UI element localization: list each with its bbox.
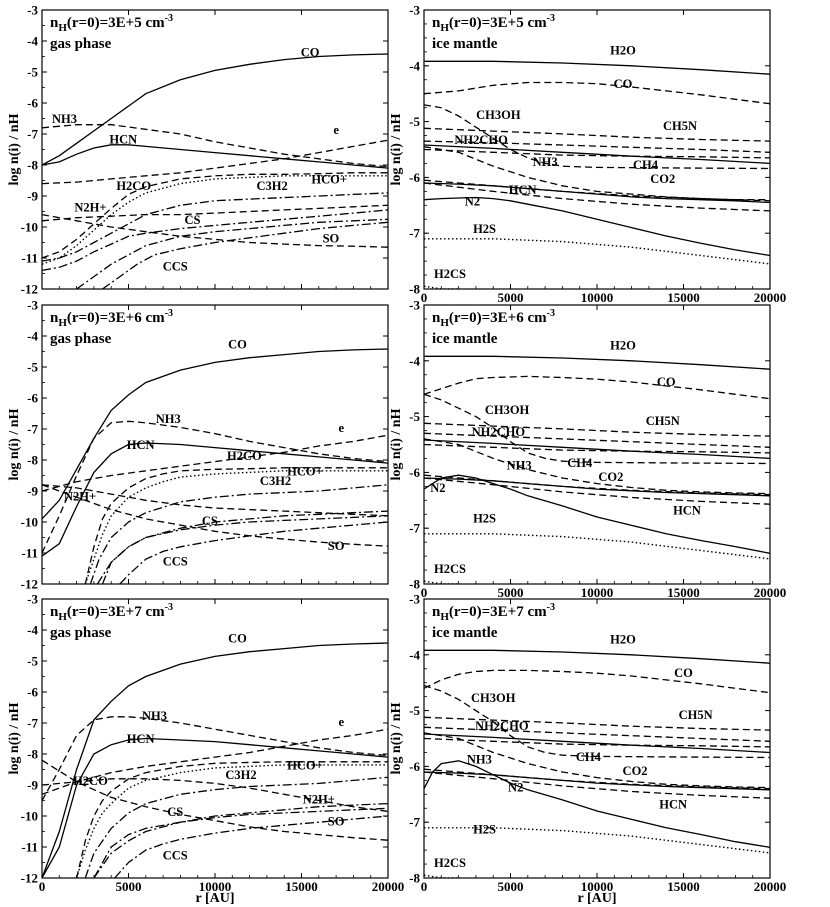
y-tick-label: -7 xyxy=(409,225,420,241)
series-label: H2CS xyxy=(433,855,466,870)
series-label: N2 xyxy=(464,194,481,209)
x-tick-label: 0 xyxy=(420,290,428,305)
y-tick-label: -5 xyxy=(409,703,420,719)
x-tick-label: 10000 xyxy=(580,585,614,600)
x-tick-label: 20000 xyxy=(753,879,787,894)
series-label: H2O xyxy=(610,632,636,647)
chart-panel-5 xyxy=(7,592,404,907)
y-tick-label: -10 xyxy=(20,808,38,824)
y-tick-label: -4 xyxy=(409,647,420,663)
panel-subtitle: gas phase xyxy=(50,36,112,52)
y-tick-label: -9 xyxy=(27,777,38,793)
y-tick-label: -3 xyxy=(409,297,420,313)
y-tick-label: -3 xyxy=(27,297,38,313)
y-tick-label: -6 xyxy=(409,169,420,185)
x-tick-label: 20000 xyxy=(753,290,787,305)
series-line-unlabeled-10 xyxy=(424,478,770,496)
panel-subtitle: ice mantle xyxy=(432,625,498,641)
y-tick-label: -11 xyxy=(21,545,38,561)
series-label: H2O xyxy=(610,338,636,353)
series-label: NH2CHO xyxy=(454,132,508,147)
y-axis-label: log n(i) / nH xyxy=(7,702,22,775)
series-label: N2H+ xyxy=(302,792,335,807)
series-line-co xyxy=(424,376,770,398)
x-axis-label: r [AU] xyxy=(195,891,235,906)
x-tick-label: 5000 xyxy=(497,879,524,894)
series-label: CO xyxy=(228,337,247,352)
x-tick-label: 20000 xyxy=(371,879,405,894)
series-label: SO xyxy=(327,814,345,829)
series-label: NH3 xyxy=(466,752,492,767)
series-label: CH4 xyxy=(575,749,601,764)
series-label: HCN xyxy=(659,797,688,812)
panel-title: $n_H(r=0)=3E+5$ $cm^{-3}$ xyxy=(50,13,173,34)
series-label: H2CS xyxy=(433,266,466,281)
series-line-h2co xyxy=(85,468,388,584)
series-line-hco- xyxy=(42,176,388,264)
series-label: CO xyxy=(228,631,247,646)
y-tick-label: -3 xyxy=(409,2,420,18)
y-tick-label: -4 xyxy=(27,33,38,49)
series-label: H2O xyxy=(610,43,636,58)
chart-panel-4 xyxy=(389,298,786,601)
y-tick-label: -5 xyxy=(27,359,38,375)
x-tick-label: 15000 xyxy=(285,879,318,894)
chart-panel-2 xyxy=(389,3,786,306)
series-line-nh3 xyxy=(42,421,388,553)
series-label: C3H2 xyxy=(259,473,292,488)
y-tick-label: -4 xyxy=(409,58,420,74)
series-label: N2 xyxy=(508,780,524,795)
series-line-hcn xyxy=(424,772,770,798)
y-tick-label: -11 xyxy=(21,250,38,266)
x-tick-label: 20000 xyxy=(753,585,787,600)
series-line-e xyxy=(42,435,388,491)
series-label: NH2CHO xyxy=(471,425,526,440)
x-tick-label: 0 xyxy=(420,879,428,894)
series-line-co xyxy=(424,83,770,104)
series-line-co xyxy=(42,643,388,878)
x-tick-label: 10000 xyxy=(580,879,614,894)
series-label: H2CO xyxy=(73,774,108,788)
y-tick-label: -12 xyxy=(20,281,38,297)
series-label: e xyxy=(338,715,345,730)
series-label: NH3 xyxy=(532,155,558,170)
x-tick-label: 10000 xyxy=(580,290,614,305)
y-axis-label: log n(i) / nH xyxy=(389,702,404,775)
series-label: CS xyxy=(201,514,218,529)
series-line-unlabeled-5 xyxy=(424,145,770,163)
panels-layer xyxy=(7,3,786,907)
series-label: CO xyxy=(613,77,633,92)
series-line-h2s xyxy=(424,239,770,264)
panel-title: $n_H(r=0)=3E+6$ $cm^{-3}$ xyxy=(432,308,555,329)
y-tick-label: -6 xyxy=(27,95,38,111)
panel-title: $n_H(r=0)=3E+6$ $cm^{-3}$ xyxy=(50,308,173,329)
chart-panel-3 xyxy=(7,298,388,592)
panel-subtitle: gas phase xyxy=(50,625,112,641)
y-tick-label: -6 xyxy=(409,464,420,480)
series-label: CO2 xyxy=(598,469,624,484)
series-line-ccs xyxy=(120,522,388,584)
y-tick-label: -6 xyxy=(27,390,38,406)
y-tick-label: -8 xyxy=(27,746,38,762)
panel-title: $n_H(r=0)=3E+7$ $cm^{-3}$ xyxy=(50,602,173,623)
series-line-hcn xyxy=(42,739,388,879)
series-label: CH3OH xyxy=(476,107,521,122)
series-label: NH3 xyxy=(155,411,181,426)
y-tick-label: -5 xyxy=(409,114,420,130)
series-label: e xyxy=(338,421,345,436)
y-tick-label: -5 xyxy=(27,653,38,669)
x-tick-label: 5000 xyxy=(497,290,524,305)
y-tick-label: -7 xyxy=(409,814,420,830)
y-tick-label: -6 xyxy=(409,758,420,774)
panel-subtitle: ice mantle xyxy=(432,331,498,347)
series-label: H2CO xyxy=(116,178,152,193)
series-line-h2o xyxy=(424,356,770,369)
series-label: N2H+ xyxy=(63,489,97,504)
series-line-nh3 xyxy=(424,439,770,494)
y-tick-label: -3 xyxy=(409,591,420,607)
series-label: CO2 xyxy=(650,171,676,186)
series-label: CCS xyxy=(162,259,188,274)
x-tick-label: 5000 xyxy=(115,879,142,894)
y-tick-label: -7 xyxy=(27,421,38,437)
series-label: CH5N xyxy=(663,118,698,133)
series-label: CCS xyxy=(162,848,188,863)
y-axis-label: log n(i) / nH xyxy=(389,113,404,186)
series-label: CH5N xyxy=(645,413,680,428)
x-tick-label: 0 xyxy=(38,879,46,894)
chart-panel-6 xyxy=(389,592,786,907)
y-tick-label: -11 xyxy=(21,839,38,855)
series-label: NH3 xyxy=(141,708,167,723)
series-line-unlabeled-11 xyxy=(77,219,388,289)
series-label: HCN xyxy=(126,732,155,747)
y-tick-label: -7 xyxy=(27,126,38,142)
panel-subtitle: gas phase xyxy=(50,331,112,347)
series-label: HCO+ xyxy=(287,758,323,773)
series-label: CH3OH xyxy=(484,402,530,417)
y-tick-label: -8 xyxy=(27,157,38,173)
series-label: CH4 xyxy=(567,455,593,470)
panel-title: $n_H(r=0)=3E+5$ $cm^{-3}$ xyxy=(432,13,555,34)
series-label: CO xyxy=(674,666,693,681)
series-label: HCO+ xyxy=(287,464,323,479)
x-tick-label: 10000 xyxy=(198,879,232,894)
series-label: H2S xyxy=(473,222,497,237)
y-tick-label: -3 xyxy=(27,591,38,607)
y-tick-label: -7 xyxy=(27,715,38,731)
y-tick-label: -4 xyxy=(27,622,38,638)
series-label: HCN xyxy=(126,438,155,453)
y-tick-label: -12 xyxy=(20,870,38,886)
series-label: e xyxy=(333,123,339,137)
series-line-hco- xyxy=(85,471,388,584)
y-axis-label: log n(i) / nH xyxy=(7,113,22,186)
x-tick-label: 0 xyxy=(420,585,428,600)
series-label: HCN xyxy=(109,132,138,147)
chart-panel-1 xyxy=(7,3,388,297)
series-label: CCS xyxy=(162,554,188,569)
y-tick-label: -5 xyxy=(27,64,38,80)
x-tick-label: 5000 xyxy=(497,585,524,600)
y-tick-label: -10 xyxy=(20,514,38,530)
x-tick-label: 15000 xyxy=(667,290,700,305)
series-label: SO xyxy=(322,231,340,246)
series-label: H2CS xyxy=(433,561,466,576)
y-tick-label: -7 xyxy=(409,520,420,536)
y-tick-label: -4 xyxy=(409,353,420,369)
series-label: CS xyxy=(184,212,201,227)
panel-subtitle: ice mantle xyxy=(432,36,498,52)
y-tick-label: -8 xyxy=(409,576,420,592)
series-line-ccs xyxy=(115,816,388,878)
y-tick-label: -8 xyxy=(409,281,420,297)
series-label: NH3 xyxy=(51,112,77,127)
x-tick-label: 15000 xyxy=(667,879,700,894)
series-line-co2 xyxy=(424,769,770,789)
y-tick-label: -6 xyxy=(27,684,38,700)
series-line-h2o xyxy=(424,650,770,663)
series-label: N2 xyxy=(430,480,446,495)
series-label: H2CO xyxy=(227,449,262,463)
series-label: CH3OH xyxy=(470,691,516,706)
series-line-unlabeled-5 xyxy=(424,440,770,458)
y-axis-label: log n(i) / nH xyxy=(389,408,404,481)
series-label: H2S xyxy=(473,511,497,526)
series-label: CH5N xyxy=(678,707,713,722)
y-tick-label: -9 xyxy=(27,483,38,499)
series-label: NH3 xyxy=(506,458,532,473)
series-label: C3H2 xyxy=(256,178,288,193)
series-label: CO xyxy=(656,374,676,389)
series-label: HCN xyxy=(508,183,537,198)
series-line-h2o xyxy=(424,61,770,74)
series-line-ccs xyxy=(103,222,389,289)
y-tick-label: -4 xyxy=(27,328,38,344)
x-axis-label: r [AU] xyxy=(577,891,617,906)
series-label: C3H2 xyxy=(225,767,257,782)
y-tick-label: -12 xyxy=(20,576,38,592)
series-line-hcn xyxy=(42,145,388,168)
series-label: H2S xyxy=(473,822,497,837)
y-tick-label: -8 xyxy=(27,452,38,468)
series-line-co xyxy=(424,670,770,692)
y-tick-label: -10 xyxy=(20,219,38,235)
series-line-h2s xyxy=(424,534,770,559)
y-tick-label: -3 xyxy=(27,2,38,18)
series-label: SO xyxy=(327,538,345,553)
series-label: CH4 xyxy=(632,158,658,173)
y-tick-label: -8 xyxy=(409,870,420,886)
series-label: CS xyxy=(167,805,184,819)
series-label: CO2 xyxy=(622,763,648,778)
y-tick-label: -9 xyxy=(27,188,38,204)
y-tick-label: -5 xyxy=(409,409,420,425)
x-tick-label: 15000 xyxy=(667,585,700,600)
series-label: NH2CHO xyxy=(475,719,529,734)
series-line-unlabeled-10 xyxy=(424,772,770,790)
series-label: CO xyxy=(300,45,320,60)
series-line-hcn xyxy=(424,478,770,504)
series-label: HCN xyxy=(673,503,701,518)
panel-title: $n_H(r=0)=3E+7$ $cm^{-3}$ xyxy=(432,602,555,623)
y-axis-label: log n(i) / nH xyxy=(7,408,22,481)
series-label: HCO+ xyxy=(311,172,347,187)
series-label: N2H+ xyxy=(74,200,107,215)
